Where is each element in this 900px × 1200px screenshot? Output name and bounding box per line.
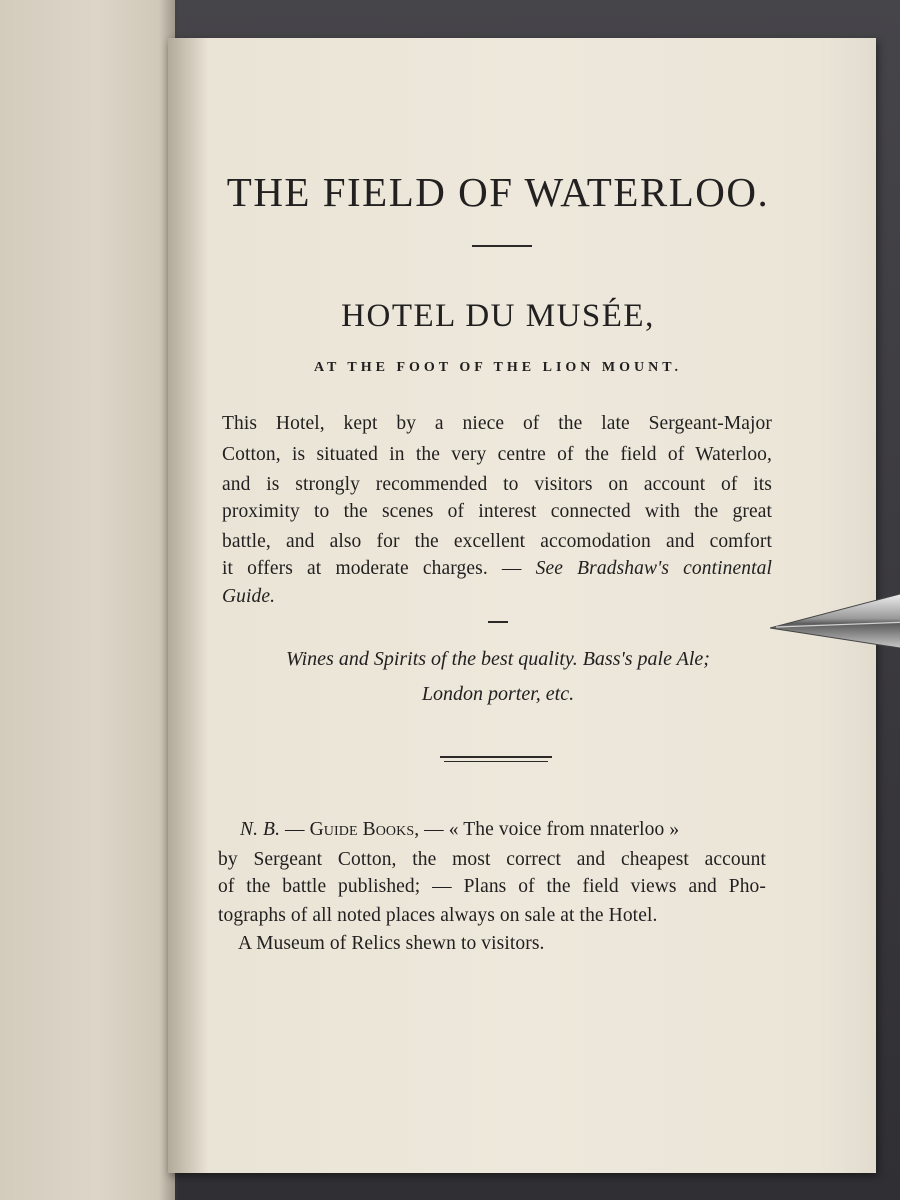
description-line-5: battle, and also for the excellent accomodation and comfort xyxy=(222,531,772,552)
hotel-subheading: AT THE FOOT OF THE LION MOUNT. xyxy=(313,360,683,375)
description-line-1: This Hotel, kept by a niece of the late Sergeant-Major xyxy=(222,413,772,434)
description-last-plain: it offers at moderate charges. — xyxy=(222,558,536,579)
page-title: THE FIELD OF WATERLOO. xyxy=(226,169,770,215)
short-dash-rule xyxy=(488,621,508,623)
wines-line-1: Wines and Spirits of the best quality. Bass's pale Ale; xyxy=(286,648,710,670)
hotel-name: HOTEL DU MUSÉE, xyxy=(341,298,655,334)
left-page xyxy=(0,0,175,1200)
description-end: Guide. xyxy=(222,586,276,607)
nb-line-5: A Museum of Relics shewn to visitors. xyxy=(238,933,545,954)
description-line-3: and is strongly recommended to visitors on account of its xyxy=(222,474,772,495)
description-line-2: Cotton, is situated in the very centre of the field of Waterloo, xyxy=(222,444,772,465)
knife-blade-icon xyxy=(770,590,900,650)
nb-lead: N. B. xyxy=(240,819,281,840)
nb-line1-rest: — « The voice from nnaterloo » xyxy=(419,819,680,840)
nb-line-4: tographs of all noted places always on sale at the Hotel. xyxy=(218,905,658,926)
description-line-6 xyxy=(222,555,772,582)
title-rule xyxy=(472,245,532,247)
double-rule-bottom xyxy=(444,761,548,762)
description-line-4: proximity to the scenes of interest connected with the great xyxy=(222,501,772,522)
double-rule-top xyxy=(440,756,552,758)
wines-line-2: London porter, etc. xyxy=(421,683,575,705)
nb-line-2: by Sergeant Cotton, the most correct and cheapest account xyxy=(218,849,766,870)
description-last-italic: See Bradshaw's continental xyxy=(535,558,772,579)
nb-line-3: of the battle published; — Plans of the field views and Pho- xyxy=(218,876,766,897)
nb-dash: — xyxy=(280,819,310,840)
nb-guide-books: Guide Books, xyxy=(309,819,420,840)
nb-line-1 xyxy=(240,816,679,843)
